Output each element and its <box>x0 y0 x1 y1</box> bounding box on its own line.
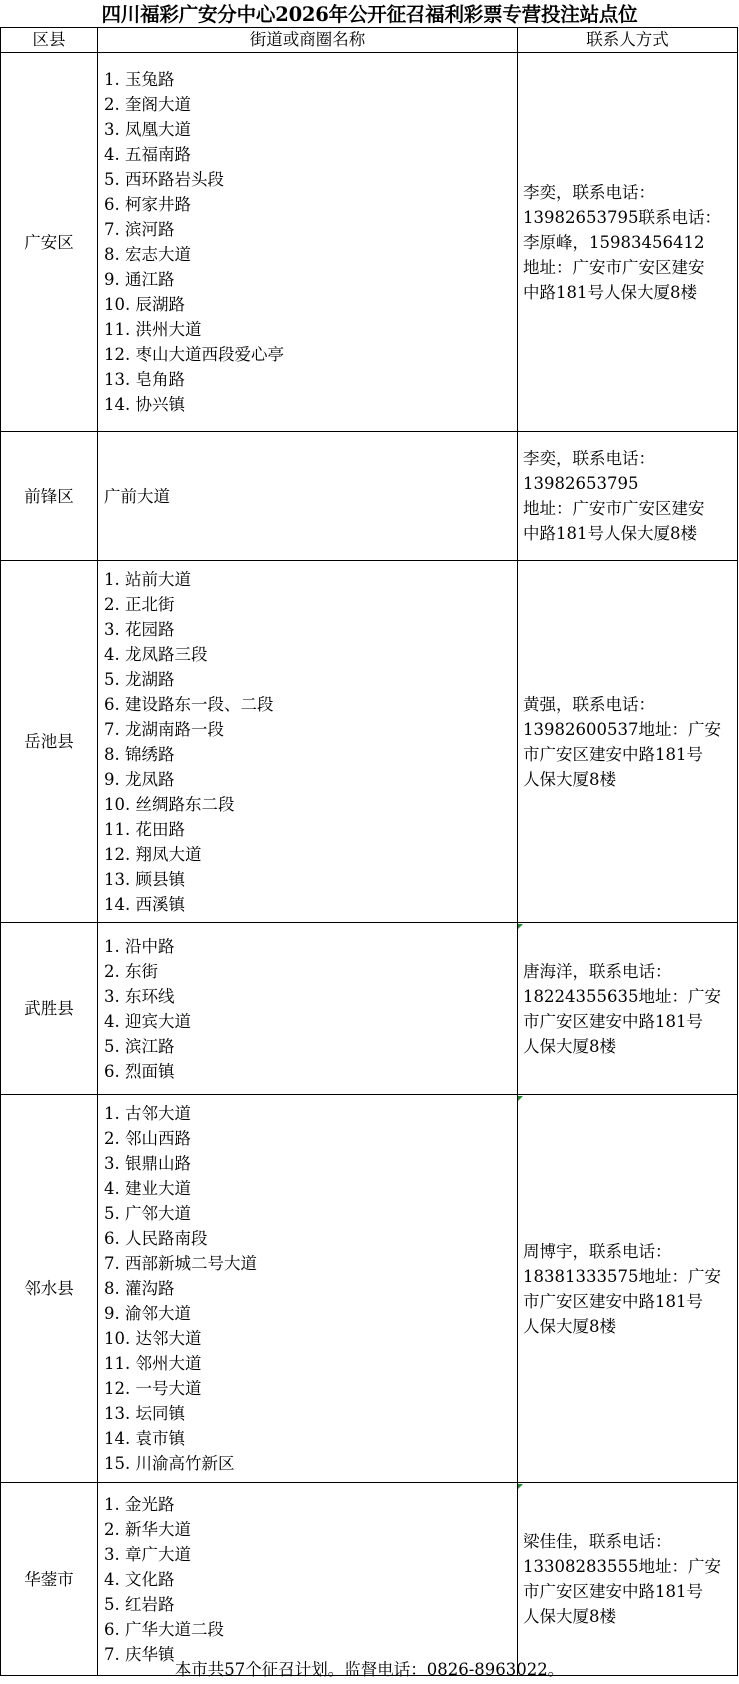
contact-line: 李原峰，15983456412 <box>523 232 705 252</box>
contact-line: 黄强，联系电话： <box>523 694 655 714</box>
street-item: 2. 奎阁大道 <box>104 95 191 114</box>
street-item: 9. 渝邻大道 <box>104 1304 191 1323</box>
table-row <box>1 923 738 1095</box>
street-item: 4. 龙凤路三段 <box>104 644 208 664</box>
street-item: 3. 银鼎山路 <box>104 1154 191 1173</box>
contact-line: 13308283555地址：广安 <box>523 1557 721 1576</box>
street-item: 13. 皂角路 <box>104 370 185 389</box>
street-item: 1. 站前大道 <box>104 569 191 589</box>
street-item: 10. 辰湖路 <box>104 295 185 314</box>
contact-line: 李奕，联系电话： <box>523 449 655 468</box>
street-item: 1. 金光路 <box>104 1494 175 1514</box>
contact-line: 人保大厦8楼 <box>523 1316 616 1336</box>
district-cell: 邻水县 <box>1 1095 98 1483</box>
street-item: 5. 广邻大道 <box>104 1204 191 1223</box>
street-item: 11. 邻州大道 <box>104 1354 202 1373</box>
table-row <box>1 432 738 561</box>
street-item: 1. 古邻大道 <box>104 1104 191 1123</box>
street-item: 7. 西部新城二号大道 <box>104 1254 257 1273</box>
street-item: 13. 坛同镇 <box>104 1404 185 1423</box>
district-cell: 广安区 <box>1 53 98 432</box>
streets-cell <box>98 561 518 923</box>
street-item: 4. 迎宾大道 <box>104 1011 191 1031</box>
table-row <box>1 53 738 432</box>
contact-cell <box>518 432 738 561</box>
street-item: 8. 锦绣路 <box>104 744 175 764</box>
contact-line: 人保大厦8楼 <box>523 769 616 789</box>
contact-cell <box>518 53 738 432</box>
street-item: 5. 滨江路 <box>104 1036 175 1056</box>
table-header-row <box>1 28 738 53</box>
street-item: 3. 花园路 <box>104 619 175 639</box>
street-item: 6. 烈面镇 <box>104 1061 175 1081</box>
street-item: 5. 西环路岩头段 <box>104 170 224 189</box>
street-item: 广前大道 <box>104 486 170 506</box>
contact-line: 市广安区建安中路181号 <box>523 1582 703 1601</box>
table-row <box>1 1483 738 1676</box>
contact-line: 市广安区建安中路181号 <box>523 744 703 764</box>
street-item: 8. 灌沟路 <box>104 1279 175 1298</box>
street-item: 11. 花田路 <box>104 819 185 839</box>
street-item: 12. 翔凤大道 <box>104 844 202 864</box>
street-item: 2. 新华大道 <box>104 1519 191 1539</box>
contact-line: 中路181号人保大厦8楼 <box>523 524 697 543</box>
contact-line: 李奕，联系电话： <box>523 182 655 202</box>
street-item: 5. 龙湖路 <box>104 669 175 689</box>
street-item: 3. 章广大道 <box>104 1544 191 1564</box>
street-item: 13. 顾县镇 <box>104 869 185 889</box>
contact-line: 人保大厦8楼 <box>523 1607 616 1626</box>
contact-line: 13982653795 <box>523 474 639 493</box>
street-item: 6. 柯家井路 <box>104 195 191 214</box>
district-cell: 前锋区 <box>1 432 98 561</box>
street-item: 1. 玉兔路 <box>104 70 175 89</box>
streets-cell <box>98 1483 518 1676</box>
cell-marker-icon <box>518 1484 523 1489</box>
district-cell: 武胜县 <box>1 923 98 1095</box>
street-item: 7. 滨河路 <box>104 220 175 239</box>
header-contact: 联系人方式 <box>518 28 738 53</box>
district-cell: 岳池县 <box>1 561 98 923</box>
street-item: 14. 袁市镇 <box>104 1429 185 1448</box>
contact-line: 周博宇，联系电话： <box>523 1241 672 1261</box>
contact-line: 13982653795联系电话： <box>523 207 721 227</box>
street-item: 2. 正北街 <box>104 594 175 614</box>
contact-line: 市广安区建安中路181号 <box>523 1291 703 1311</box>
district-cell: 华蓥市 <box>1 1483 98 1676</box>
street-item: 1. 沿中路 <box>104 936 175 956</box>
street-item: 12. 枣山大道西段爱心亭 <box>104 345 284 364</box>
header-streets: 街道或商圈名称 <box>98 28 518 53</box>
street-item: 6. 人民路南段 <box>104 1229 208 1248</box>
contact-cell <box>518 1483 738 1676</box>
contact-line: 13982600537地址：广安 <box>523 719 721 739</box>
street-item: 4. 文化路 <box>104 1569 175 1589</box>
streets-cell <box>98 1095 518 1483</box>
street-item: 11. 洪州大道 <box>104 320 202 339</box>
street-item: 2. 邻山西路 <box>104 1129 191 1148</box>
street-item: 15. 川渝高竹新区 <box>104 1454 235 1473</box>
streets-cell <box>98 432 518 561</box>
contact-line: 人保大厦8楼 <box>523 1036 616 1056</box>
street-item: 5. 红岩路 <box>104 1594 175 1614</box>
contact-cell <box>518 923 738 1095</box>
contact-cell <box>518 1095 738 1483</box>
cell-marker-icon <box>518 1096 523 1101</box>
footer-note: 本市共57个征召计划。监督电话：0826-8963022。 <box>174 1660 565 1679</box>
street-item: 7. 庆华镇 <box>104 1644 175 1664</box>
street-item: 6. 建设路东一段、二段 <box>104 694 274 714</box>
street-item: 7. 龙湖南路一段 <box>104 719 224 739</box>
contact-line: 地址：广安市广安区建安 <box>523 257 705 277</box>
contact-line: 18224355635地址：广安 <box>523 986 721 1006</box>
street-item: 3. 东环线 <box>104 986 175 1006</box>
street-item: 14. 协兴镇 <box>104 395 185 414</box>
street-item: 14. 西溪镇 <box>104 894 185 914</box>
contact-line: 地址：广安市广安区建安 <box>523 499 705 518</box>
street-item: 10. 达邻大道 <box>104 1329 202 1348</box>
street-item: 2. 东街 <box>104 961 158 981</box>
street-item: 9. 龙凤路 <box>104 769 175 789</box>
street-item: 6. 广华大道二段 <box>104 1619 224 1639</box>
document-title: 四川福彩广安分中心2026年公开征召福利彩票专营投注站点位 <box>101 3 638 26</box>
street-item: 8. 宏志大道 <box>104 245 191 264</box>
table-row <box>1 561 738 923</box>
street-item: 10. 丝绸路东二段 <box>104 794 235 814</box>
contact-line: 梁佳佳，联系电话： <box>523 1532 672 1551</box>
station-table <box>0 27 738 1676</box>
contact-cell <box>518 561 738 923</box>
street-item: 9. 通江路 <box>104 270 175 289</box>
streets-cell <box>98 53 518 432</box>
street-item: 12. 一号大道 <box>104 1379 202 1398</box>
street-item: 4. 建业大道 <box>104 1179 191 1198</box>
contact-line: 市广安区建安中路181号 <box>523 1011 703 1031</box>
cell-marker-icon <box>518 924 523 929</box>
street-item: 3. 凤凰大道 <box>104 120 191 139</box>
table-row <box>1 1095 738 1483</box>
streets-cell <box>98 923 518 1095</box>
contact-line: 唐海洋，联系电话： <box>523 961 672 981</box>
contact-line: 18381333575地址：广安 <box>523 1266 721 1286</box>
street-item: 4. 五福南路 <box>104 145 191 164</box>
header-district: 区县 <box>1 28 98 53</box>
contact-line: 中路181号人保大厦8楼 <box>523 282 697 302</box>
